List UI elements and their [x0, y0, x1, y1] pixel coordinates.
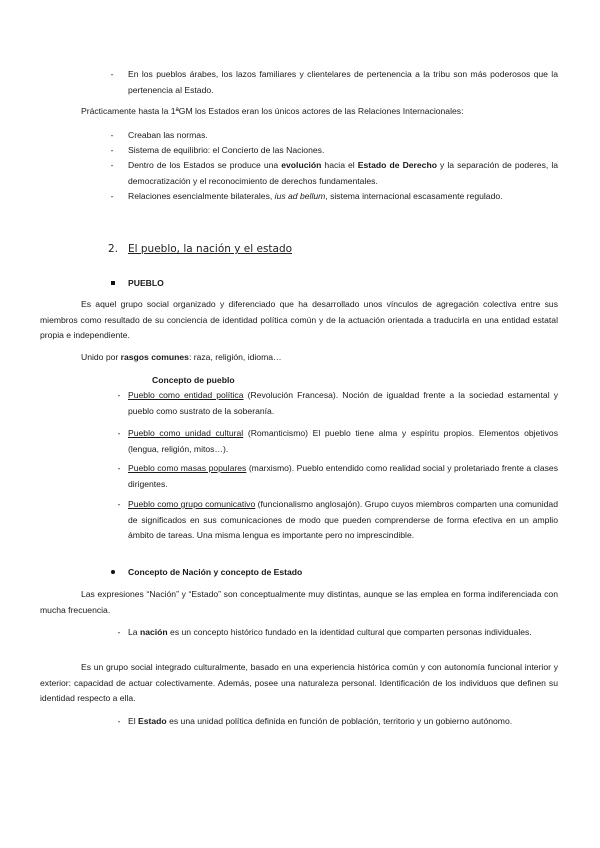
list-item-normas: Creaban las normas. [128, 130, 208, 140]
dash-bullet: - [117, 499, 121, 509]
dash-bullet: - [117, 463, 121, 473]
list-item-equilibrio: Sistema de equilibrio: el Concierto de las Naciones. [128, 145, 325, 155]
nacion-description: Es un grupo social integrado culturalmente, basado en una experiencia histórica común y con autonomía funcional interior y exterior: capacidad de actuar colectivamente. Además, posee una naturaleza personal. Identificación de los individuos que definen su identidad respecto a ella. [40, 662, 558, 703]
square-bullet-icon [111, 281, 115, 285]
estado-definition-item: El Estado es una unidad política definida en función de población, territorio y un gobierno autónomo. [128, 716, 513, 726]
concepto-masas-populares: Pueblo como masas populares (marxismo). Pueblo entendido como realidad social y proletariado frente a clases dirigentes. [128, 463, 558, 489]
arab-peoples-item: En los pueblos árabes, los lazos familiares y clientelares de pertenencia a la tribu son más poderosos que la pertenencia al Estado. [128, 69, 558, 95]
list-item-bilaterales: Relaciones esencialmente bilaterales, ius ad bellum, sistema internacional escasamente regulado. [128, 191, 503, 201]
concepto-pueblo-heading: Concepto de pueblo [152, 375, 235, 385]
concepto-unidad-cultural: Pueblo como unidad cultural (Romanticismo) El pueblo tiene alma y espíritu propios. Elementos objetivos (lengua, religión, mitos…). [128, 428, 559, 454]
dash-bullet: - [110, 191, 114, 201]
dash-bullet: - [110, 130, 114, 140]
dash-bullet: - [117, 627, 121, 637]
section-number: 2. [108, 243, 119, 255]
nacion-definition-item: La nación es un concepto histórico fundado en la identidad cultural que comparten personas individuales. [128, 627, 532, 637]
pueblo-heading: PUEBLO [128, 278, 164, 288]
dash-bullet: - [110, 145, 114, 155]
concepto-entidad-politica: Pueblo como entidad política (Revolución Francesa). Noción de igualdad frente a la sociedad estamental y pueblo como sustrato de la soberanía. [128, 390, 559, 416]
rasgos-comunes-line: Unido por rasgos comunes: raza, religión, idioma… [81, 352, 282, 362]
list-item-estado-derecho: Dentro de los Estados se produce una evolución hacia el Estado de Derecho y la separación de poderes, la democratización y el reconocimiento de derechos fundamentales. [128, 160, 559, 186]
concepto-grupo-comunicativo: Pueblo como grupo comunicativo (funcionalismo anglosajón). Grupo cuyos miembros comparten una comunidad de significados en sus comunicaciones de modo que pueden comprenderse de forma efectiva en un amplio ámbito de tareas. Una misma lengua es importante pero no imprescindible. [128, 499, 558, 540]
pueblo-definition: Es aquel grupo social organizado y diferenciado que ha desarrollado unos vínculos de agregación colectiva entre sus miembros como resultado de su conciencia de identidad política común y de la actuación orientada a traducirla en una entidad estatal propia e independiente. [40, 299, 558, 340]
dash-bullet: - [117, 428, 121, 438]
nacion-estado-heading: Concepto de Nación y concepto de Estado [128, 567, 303, 577]
dash-bullet: - [117, 716, 121, 726]
section-title: El pueblo, la nación y el estado [128, 243, 293, 255]
dash-bullet: - [110, 160, 114, 170]
intro-1gm-paragraph: Prácticamente hasta la 1ªGM los Estados eran los únicos actores de las Relaciones Internacionales: [81, 106, 464, 116]
dash-bullet: - [110, 69, 114, 79]
round-bullet-icon [111, 570, 115, 574]
nacion-estado-intro: Las expresiones “Nación” y “Estado” son conceptualmente muy distintas, aunque se las emplea en forma indiferenciada con mucha frecuencia. [40, 589, 558, 615]
dash-bullet: - [117, 390, 121, 400]
